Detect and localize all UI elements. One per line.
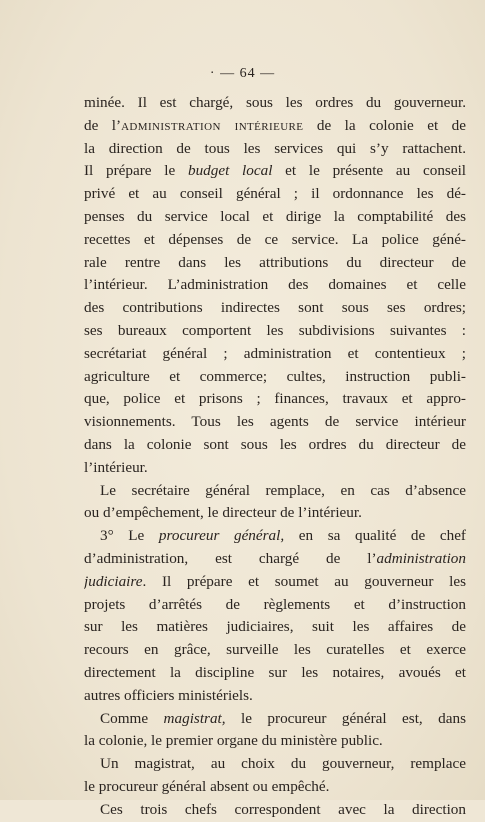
text-run: dans la colonie sont sous les ordres du directeur de — [84, 435, 466, 453]
text-line — [84, 388, 466, 411]
text-run: et le présente au conseil — [272, 162, 466, 180]
text-run: le procureur général absent ou empêché. — [84, 777, 330, 795]
text-line — [84, 206, 466, 229]
text-line — [84, 343, 466, 366]
text-run: que, police et prisons ; finances, travaux et appro- — [84, 390, 466, 408]
text-line — [84, 708, 466, 731]
text-run: recettes et dépenses de ce service. La police géné- — [84, 230, 466, 248]
text-run: sur les matières judiciaires, suit les affaires de — [84, 618, 466, 636]
text-line — [84, 183, 466, 206]
text-line — [84, 685, 466, 708]
text-run: ses bureaux comportent les subdivisions suivantes : — [84, 321, 466, 339]
text-line — [84, 160, 466, 183]
text-run: ou d’empêchement, le directeur de l’intérieur. — [84, 504, 362, 522]
text-line — [84, 297, 466, 320]
text-run: en sa qualité de chef — [284, 527, 466, 545]
text-run: de l’ — [84, 116, 122, 134]
text-line — [84, 115, 466, 138]
text-line — [84, 138, 466, 161]
text-line — [84, 274, 466, 297]
text-line — [84, 571, 466, 594]
text-line — [84, 434, 466, 457]
text-run: d’administration, est chargé de l’ — [84, 549, 377, 567]
text-run: directement la discipline sur les notaires, avoués et — [84, 663, 466, 681]
text-line — [84, 480, 466, 503]
text-run: penses du service local et dirige la comptabilité des — [84, 207, 466, 225]
italic-text: magistrat, — [163, 709, 226, 727]
body-text — [84, 92, 466, 822]
text-run: autres officiers ministériels. — [84, 686, 253, 704]
italic-text: budget local — [187, 162, 273, 180]
text-run: de la colonie et de — [303, 116, 466, 134]
text-run: Il prépare le — [84, 162, 188, 180]
text-line — [84, 776, 466, 799]
text-run: le procureur général est, dans — [225, 709, 466, 727]
text-line — [84, 616, 466, 639]
text-line — [84, 502, 466, 525]
italic-text: procureur général, — [158, 527, 285, 545]
text-line — [84, 594, 466, 617]
text-run: Comme — [100, 709, 164, 727]
text-run: l’intérieur. L’administration des domaines et celle — [84, 276, 466, 294]
text-line — [84, 320, 466, 343]
text-line — [84, 457, 466, 480]
italic-text: judiciaire — [84, 572, 143, 590]
text-run: recours en grâce, surveille les curatelles et exerce — [84, 641, 466, 659]
text-line — [84, 548, 466, 571]
text-line — [84, 662, 466, 685]
text-line — [84, 799, 466, 822]
page-number: · — 64 — — [209, 66, 276, 81]
text-run: des contributions indirectes sont sous ses ordres; — [84, 299, 466, 317]
text-run: visionnements. Tous les agents de service intérieur — [84, 413, 466, 431]
text-run: Ces trois chefs correspondent avec la direction — [100, 800, 466, 818]
text-run: secrétariat général ; administration et contentieux ; — [84, 344, 466, 362]
text-line — [84, 525, 466, 548]
text-line — [84, 411, 466, 434]
text-line — [84, 753, 466, 776]
text-run: rale rentre dans les attributions du directeur de — [84, 253, 466, 271]
text-run: projets d’arrêtés de règlements et d’instruction — [84, 595, 466, 613]
text-run: agriculture et commerce; cultes, instruction publi- — [84, 367, 466, 385]
small-caps-text: administration intérieure — [121, 116, 304, 134]
text-run: la colonie, le premier organe du ministère public. — [84, 732, 383, 750]
text-line — [84, 229, 466, 252]
text-run: Un magistrat, au choix du gouverneur, remplace — [100, 755, 466, 773]
text-line — [84, 252, 466, 275]
italic-text: administration — [376, 549, 466, 567]
text-run: 3° Le — [100, 527, 159, 545]
text-run: l’intérieur. — [84, 458, 148, 476]
text-run: privé et au conseil général ; il ordonnance les dé- — [84, 185, 466, 203]
text-run: Le secrétaire général remplace, en cas d’absence — [100, 481, 466, 499]
text-line — [84, 92, 466, 115]
text-line — [84, 366, 466, 389]
text-line — [84, 730, 466, 753]
text-line — [84, 639, 466, 662]
text-run: minée. Il est chargé, sous les ordres du gouverneur. — [84, 94, 466, 111]
text-run: . Il prépare et soumet au gouverneur les — [142, 572, 466, 590]
text-run: la direction de tous les services qui s’y rattachent. — [84, 139, 466, 157]
